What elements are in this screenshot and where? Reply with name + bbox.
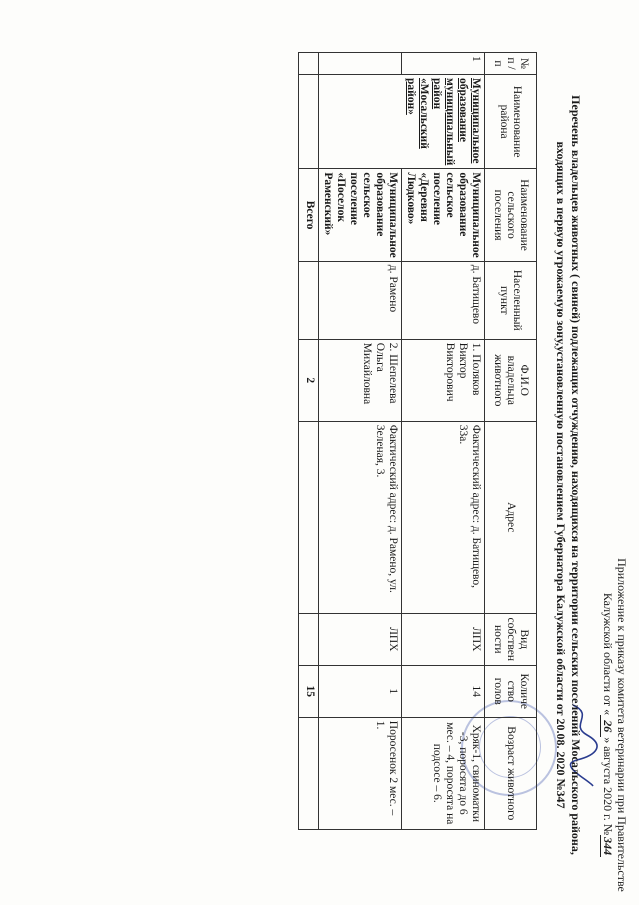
cell-count: 1	[319, 665, 402, 717]
cell-age: Хряк-1, свиноматки -3, поросята до 6 мес. – 4, поросята на подсосе – 6.	[402, 717, 485, 829]
cell-settlement: Муниципальное образование сельское поселение «Поселок Раменский»	[319, 169, 402, 261]
header-ownership: Вид собствен ности	[485, 613, 537, 665]
table-row	[319, 53, 402, 830]
header-locality: Населенный пункт	[485, 261, 537, 339]
cell-ownership: ЛПХ	[319, 613, 402, 665]
cell-num	[319, 53, 402, 75]
cell-count: 14	[402, 665, 485, 717]
total-owners: 2	[299, 339, 319, 421]
cell-num: 1	[402, 53, 485, 75]
cell-owner: 2. Шепелева Ольга Михайловна	[319, 339, 402, 421]
cell-locality: д. Батищево	[402, 261, 485, 339]
table-row	[402, 53, 485, 830]
header-num: № п / п	[485, 53, 537, 75]
cell-locality: д. Рамено	[319, 261, 402, 339]
table-total-row	[299, 53, 319, 830]
appendix-line-1: Приложение к приказу комитета ветеринарии при Правительстве	[615, 558, 629, 892]
owners-table	[298, 52, 537, 830]
header-count: Количе ство голов	[485, 665, 537, 717]
title-line-1: Перечень владельцев животных ( свиней) подлежащих отчуждению, находящихся на территории сельских поселений Мосальского района,	[569, 95, 583, 855]
cell-age: Поросенок 2 мес. – 1.	[319, 717, 402, 829]
total-count: 15	[299, 665, 319, 717]
appendix-number: 344	[601, 837, 615, 856]
cell-address: Фактический адрес: д. Рамено, ул. Зеленая, 3.	[319, 421, 402, 613]
header-address: Адрес	[485, 421, 537, 613]
header-district: Наименование района	[485, 75, 537, 169]
title-line-2: входящих в первую угрожаемую зону,установленную постановлением Губернатора Калужской области от 20.08. 2020 №347	[554, 141, 568, 809]
table-header-row	[485, 53, 537, 830]
cell-owner: 1. Поляков Виктор Викторович	[402, 339, 485, 421]
cell-settlement: Муниципальное образование сельское поселение «Деревня Людково»	[402, 169, 485, 261]
appendix-line-2: Калужской области от «26» августа 2020 г. №344	[601, 592, 615, 856]
cell-ownership: ЛПХ	[402, 613, 485, 665]
total-label: Всего	[299, 169, 319, 261]
cell-district: Муниципальное образование муниципальный район «Мосальский район»	[319, 75, 485, 169]
header-settlement: Наименование сельского поселения	[485, 169, 537, 261]
document-title	[553, 60, 583, 890]
header-age: Возраст животного	[485, 717, 537, 829]
appendix-day: 26	[600, 715, 615, 737]
header-owner: Ф.И.О владельца животного	[485, 339, 537, 421]
cell-address: Фактический адрес: д. Батищево, 33а.	[402, 421, 485, 613]
appendix-note	[600, 555, 629, 895]
